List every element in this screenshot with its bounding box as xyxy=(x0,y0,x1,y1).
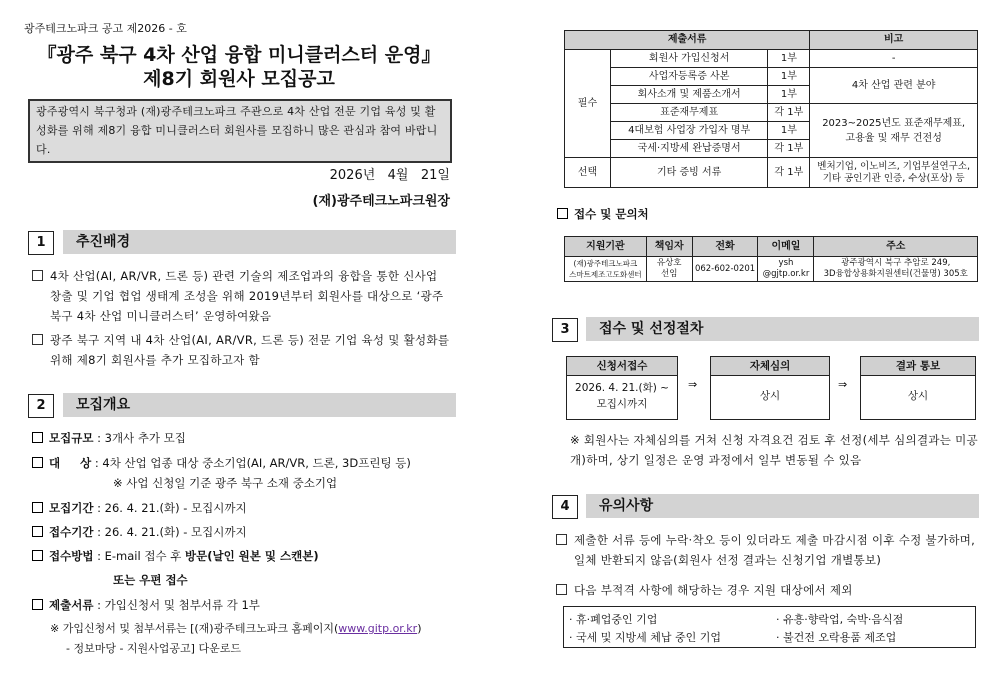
flow-step-notify xyxy=(860,356,976,420)
docs-note-close: ) xyxy=(417,622,422,635)
recruit-scale-row xyxy=(32,428,186,448)
doc-qty: 각 1부 xyxy=(768,158,810,188)
docs-row xyxy=(32,595,260,615)
period-value: : 26. 4. 21.(화) - 모집시까지 xyxy=(97,501,247,515)
flow-step-body: 2026. 4. 21.(화) ~ 모집시까지 xyxy=(575,382,669,410)
recruit-scale-label: 모집규모 xyxy=(49,431,94,445)
section4-number: 4 xyxy=(552,495,578,519)
method-row xyxy=(32,546,319,566)
section2-number: 2 xyxy=(28,394,54,418)
doc-note: 4차 산업 관련 분야 xyxy=(810,68,978,104)
doc-name: 사업자등록증 사본 xyxy=(610,68,768,86)
method-label: 접수방법 xyxy=(49,549,94,563)
period-row xyxy=(32,498,247,518)
receipt-row xyxy=(32,522,247,542)
contact-header: 주소 xyxy=(814,237,978,257)
docs-label: 제출서류 xyxy=(49,598,94,612)
section3-note: ※ 회원사는 자체심의를 거쳐 신청 자격요건 검토 후 선정(세부 심의결과는 미공개)하며, 상기 일정은 운영 과정에서 일부 변동될 수 있음 xyxy=(570,433,978,467)
contact-heading: 접수 및 문의처 xyxy=(574,207,649,221)
section1-bullet-2 xyxy=(32,330,452,370)
checkbox-icon xyxy=(32,550,43,561)
arrow-right-icon: ⇒ xyxy=(838,378,848,391)
table-header-note: 비고 xyxy=(810,31,978,50)
doc-qty: 1부 xyxy=(768,122,810,140)
contact-header: 책임자 xyxy=(646,237,692,257)
flow-step-application xyxy=(566,356,678,420)
checkbox-icon xyxy=(32,599,43,610)
flow-step-head: 결과 통보 xyxy=(861,357,975,376)
section2-title: 모집개요 xyxy=(63,393,456,417)
table-row xyxy=(565,68,978,86)
table-row xyxy=(565,257,978,282)
receipt-value: : 26. 4. 21.(화) - 모집시까지 xyxy=(97,525,247,539)
doc-name: 표준재무제표 xyxy=(610,104,768,122)
doc-name: 기타 증빙 서류 xyxy=(610,158,768,188)
checkbox-icon xyxy=(32,526,43,537)
excluded-item: · 휴·폐업중인 기업 xyxy=(569,613,658,626)
receipt-label: 접수기간 xyxy=(49,525,94,539)
section4-title: 유의사항 xyxy=(586,494,979,518)
issuer: (재)광주테크노파크원장 xyxy=(312,194,450,209)
doc-qty: 1부 xyxy=(768,50,810,68)
bullet-text: 광주 북구 지역 내 4차 산업(AI, AR/VR, 드론 등) 전문 기업 육성 및 활성화를 위해 제8기 회원사를 추가 모집하고자 함 xyxy=(50,333,450,367)
contact-header: 전화 xyxy=(692,237,758,257)
announcement-date: 2026년 4월 21일 xyxy=(329,168,450,183)
table-row xyxy=(565,50,978,68)
required-label: 필수 xyxy=(565,50,611,158)
target-value: : 4차 산업 업종 대상 중소기업(AI, AR/VR, 드론, 3D프린팅 등) xyxy=(94,456,411,470)
excluded-item: · 유흥·향락업, 숙박·음식점 xyxy=(776,613,904,626)
checkbox-icon xyxy=(32,457,43,468)
method-value-bold: 방문(날인 원본 및 스캔본) xyxy=(184,549,319,563)
section4-bullet-2 xyxy=(556,580,980,600)
bullet-text: 다음 부적격 사항에 해당하는 경우 지원 대상에서 제외 xyxy=(574,583,853,597)
doc-qty: 각 1부 xyxy=(768,140,810,158)
page-title-line1: 『광주 북구 4차 산업 융합 미니클러스터 운영』 xyxy=(37,44,441,66)
doc-name: 회사소개 및 제품소개서 xyxy=(610,86,768,104)
target-label: 대 상 xyxy=(49,456,92,470)
optional-label: 선택 xyxy=(565,158,611,188)
checkbox-icon xyxy=(556,534,567,545)
period-label: 모집기간 xyxy=(49,501,94,515)
section3-title: 접수 및 선정절차 xyxy=(586,317,979,341)
contact-phone: 062-602-0201 xyxy=(692,257,758,282)
contact-email[interactable]: ysh @gjtp.or.kr xyxy=(758,257,814,282)
docs-note-line2: - 정보마당 - 지원사업공고] 다운로드 xyxy=(66,642,241,655)
flow-step-head: 신청서접수 xyxy=(567,357,677,376)
checkbox-icon xyxy=(557,208,568,219)
excluded-item: · 국세 및 지방세 체납 중인 기업 xyxy=(569,631,721,644)
contact-table xyxy=(564,236,978,282)
flow-step-review xyxy=(710,356,830,420)
bullet-text: 제출한 서류 등에 누락·착오 등이 있더라도 제출 마감시점 이후 수정 불가하며, 일체 반환되지 않음(회원사 선정 결과는 신청기업 개별통보) xyxy=(574,533,976,567)
section1-title: 추진배경 xyxy=(63,230,456,254)
target-note: ※ 사업 신청일 기준 광주 북구 소재 중소기업 xyxy=(113,476,338,490)
homepage-link[interactable]: www.gitp.or.kr xyxy=(338,622,418,635)
method-line2: 또는 우편 접수 xyxy=(113,573,188,587)
table-row xyxy=(565,158,978,188)
docs-note xyxy=(50,619,422,639)
docs-note-text: ※ 가입신청서 및 첨부서류는 [(재)광주테크노파크 홈페이지( xyxy=(50,622,339,635)
flow-step-body: 상시 xyxy=(759,390,781,402)
doc-note: 벤처기업, 이노비즈, 기업부설연구소, 기타 공인기관 인증, 수상(포상) 등 xyxy=(810,158,978,188)
doc-qty: 1부 xyxy=(768,68,810,86)
bullet-text: 4차 산업(AI, AR/VR, 드론 등) 관련 기술의 제조업과의 융합을 통한 신사업 창출 및 기업 협업 생태계 조성을 위해 2019년부터 회원사를 대상으로 ‘광주 북구 4차 산업 미니클러스터’ 운영하여왔음 xyxy=(50,269,444,323)
submission-docs-table xyxy=(564,30,978,188)
contact-header: 지원기관 xyxy=(565,237,647,257)
section1-bullet-1 xyxy=(32,266,452,326)
doc-qty: 1부 xyxy=(768,86,810,104)
flow-step-body: 상시 xyxy=(907,390,929,402)
section4-bullet-1 xyxy=(556,530,980,570)
doc-note: 2023~2025년도 표준재무제표, 고용율 및 재무 건전성 xyxy=(810,104,978,158)
checkbox-icon xyxy=(32,502,43,513)
table-row xyxy=(565,104,978,122)
contact-address: 광주광역시 북구 추암로 249, 3D융합상용화지원센터(건물명) 305호 xyxy=(814,257,978,282)
arrow-right-icon: ⇒ xyxy=(688,378,698,391)
section1-number: 1 xyxy=(28,231,54,255)
recruit-scale-value: : 3개사 추가 모집 xyxy=(97,431,186,445)
contact-header: 이메일 xyxy=(758,237,814,257)
excluded-list-box xyxy=(563,606,976,648)
doc-name: 국세·지방세 완납증명서 xyxy=(610,140,768,158)
excluded-item: · 불건전 오락용품 제조업 xyxy=(776,631,897,644)
intro-box: 광주광역시 북구청과 (재)광주테크노파크 주관으로 4차 산업 전문 기업 육성 및 활성화를 위해 제8기 융합 미니클러스터 회원사를 모집하니 많은 관심과 참여 바랍니다. xyxy=(28,99,452,163)
doc-name: 회원사 가입신청서 xyxy=(610,50,768,68)
table-header-docs: 제출서류 xyxy=(565,31,810,50)
contact-heading-row xyxy=(557,206,649,222)
checkbox-icon xyxy=(32,270,43,281)
checkbox-icon xyxy=(556,584,567,595)
target-row xyxy=(32,453,411,473)
flow-step-head: 자체심의 xyxy=(711,357,829,376)
doc-note: - xyxy=(810,50,978,68)
checkbox-icon xyxy=(32,432,43,443)
docs-value: : 가입신청서 및 첨부서류 각 1부 xyxy=(97,598,260,612)
method-value: : E-mail 접수 후 xyxy=(97,549,185,563)
page-title-line2: 제8기 회원사 모집공고 xyxy=(143,68,335,90)
section3-number: 3 xyxy=(552,318,578,342)
contact-person: 유상호 선임 xyxy=(646,257,692,282)
checkbox-icon xyxy=(32,334,43,345)
notice-number: 광주테크노파크 공고 제2026 - 호 xyxy=(24,22,187,35)
contact-org: (재)광주테크노파크 스마트제조고도화센터 xyxy=(565,257,647,282)
doc-qty: 각 1부 xyxy=(768,104,810,122)
doc-name: 4대보험 사업장 가입자 명부 xyxy=(610,122,768,140)
